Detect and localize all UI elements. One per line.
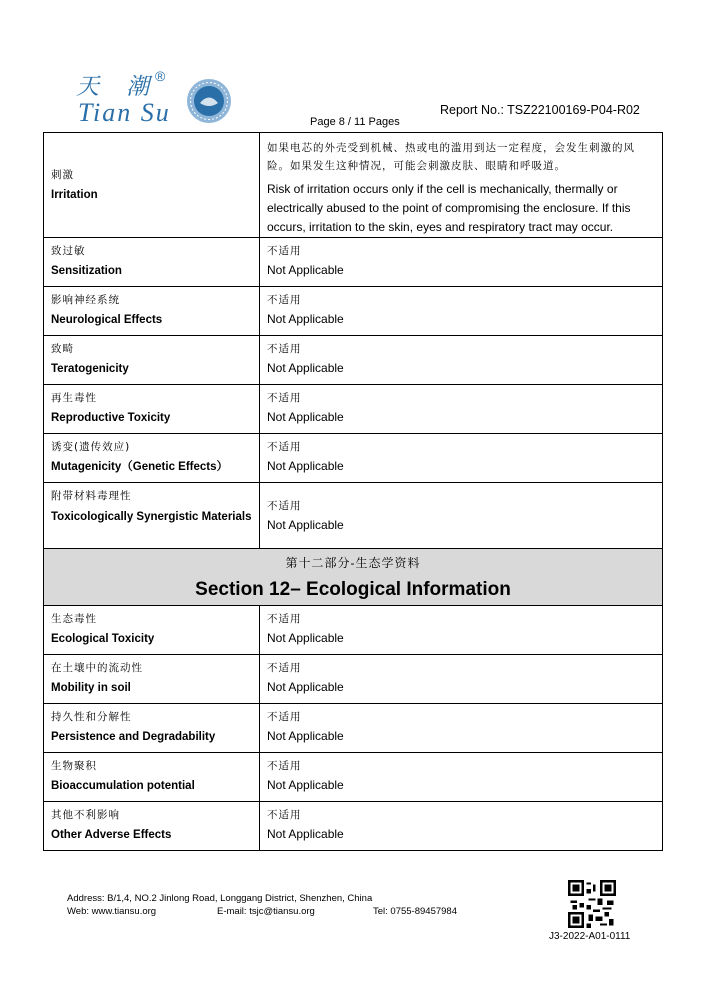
row-label-cell — [44, 133, 260, 238]
label-en: Reproductive Toxicity — [51, 412, 171, 424]
row-label-cell — [44, 802, 260, 851]
row-label-cell — [44, 753, 260, 802]
label-en: Toxicologically Synergistic Materials — [51, 511, 252, 523]
row-value-cell — [260, 385, 663, 434]
label-en: Persistence and Degradability — [51, 731, 216, 743]
registered-mark: ® — [155, 68, 166, 84]
row-value-cell — [260, 287, 663, 336]
sds-table — [43, 132, 663, 851]
section-title-en: Section 12– Ecological Information — [195, 579, 511, 600]
label-cn: 影响神经系统 — [51, 294, 120, 306]
row-value-cell — [260, 434, 663, 483]
label-en: Sensitization — [51, 265, 122, 277]
value-en: Not Applicable — [267, 517, 344, 532]
label-en: Irritation — [51, 188, 98, 201]
row-label-cell — [44, 704, 260, 753]
value-cn: 不适用 — [267, 499, 302, 512]
table-row — [44, 434, 663, 483]
value-en: Risk of irritation occurs only if the cell is mechanically, thermally or electrically abused to the point of compromising the enclosure. If this occurs, irritation to the skin, eyes and respiratory tract may occur. — [267, 182, 631, 234]
label-en: Bioaccumulation potential — [51, 780, 195, 792]
row-value-cell — [260, 336, 663, 385]
value-cn: 不适用 — [267, 760, 302, 772]
logo-chinese-text: 天 潮 — [76, 74, 160, 100]
label-cn: 生态毒性 — [51, 613, 97, 625]
value-cn: 不适用 — [267, 392, 302, 404]
row-label-cell — [44, 655, 260, 704]
footer-tel: Tel: 0755-89457984 — [373, 906, 457, 917]
table-row — [44, 133, 663, 238]
row-label-cell — [44, 606, 260, 655]
table-row — [44, 704, 663, 753]
row-label-cell — [44, 336, 260, 385]
value-cn: 不适用 — [267, 613, 302, 625]
label-en: Neurological Effects — [51, 314, 163, 326]
value-cn: 不适用 — [267, 441, 302, 453]
table-row — [44, 753, 663, 802]
report-number: Report No.: TSZ22100169-P04-R02 — [440, 103, 640, 117]
row-value-cell — [260, 238, 663, 287]
row-label-cell — [44, 483, 260, 549]
table-row — [44, 238, 663, 287]
label-cn: 再生毒性 — [51, 392, 97, 404]
table-row — [44, 336, 663, 385]
document-code: J3-2022-A01-0111 — [549, 931, 631, 942]
value-cn: 不适用 — [267, 245, 302, 257]
value-en: Not Applicable — [267, 459, 344, 473]
value-cn: 不适用 — [267, 294, 302, 306]
row-label-cell — [44, 434, 260, 483]
row-label-cell — [44, 287, 260, 336]
section-title-cn: 第十二部分-生态学资料 — [285, 556, 421, 570]
value-en: Not Applicable — [267, 680, 344, 694]
table-row — [44, 287, 663, 336]
label-cn: 生物聚积 — [51, 760, 97, 772]
value-cn: 不适用 — [267, 662, 302, 674]
section-header-row — [44, 549, 663, 606]
row-value-cell — [260, 704, 663, 753]
row-label-cell — [44, 238, 260, 287]
value-cn: 不适用 — [267, 711, 302, 723]
logo-english-text: Tian Su — [78, 98, 171, 127]
table-row — [44, 802, 663, 851]
value-en: Not Applicable — [267, 778, 344, 792]
value-en: Not Applicable — [267, 361, 344, 375]
label-cn: 诱变(遗传效应) — [51, 441, 131, 453]
footer-address: Address: B/1,4, NO.2 Jinlong Road, Longgang District, Shenzhen, China — [67, 893, 373, 904]
value-cn: 不适用 — [267, 809, 302, 821]
value-en: Not Applicable — [267, 263, 344, 277]
label-cn: 致畸 — [51, 343, 74, 355]
label-en: Ecological Toxicity — [51, 633, 155, 645]
label-cn: 致过敏 — [51, 245, 86, 257]
label-en: Mutagenicity（Genetic Effects） — [51, 461, 229, 473]
page-number: Page 8 / 11 Pages — [310, 116, 400, 128]
row-value-cell — [260, 753, 663, 802]
row-value-cell — [260, 802, 663, 851]
label-en: Mobility in soil — [51, 682, 131, 694]
label-en: Teratogenicity — [51, 363, 129, 375]
table-row — [44, 606, 663, 655]
label-cn: 刺激 — [51, 168, 74, 181]
value-cn: 如果电芯的外壳受到机械、热或电的滥用到达一定程度，会发生刺激的风险。如果发生这种情况，可能会刺激皮肤、眼睛和呼吸道。 — [267, 142, 635, 172]
value-en: Not Applicable — [267, 312, 344, 326]
table-row — [44, 483, 663, 549]
label-cn: 持久性和分解性 — [51, 711, 132, 723]
row-label-cell — [44, 385, 260, 434]
value-en: Not Applicable — [267, 827, 344, 841]
company-logo — [76, 68, 231, 134]
value-cn: 不适用 — [267, 343, 302, 355]
section-header-cell — [44, 549, 663, 606]
table-row — [44, 385, 663, 434]
qr-code-icon — [568, 880, 616, 928]
row-value-cell — [260, 655, 663, 704]
logo-emblem-icon — [186, 78, 232, 124]
row-value-cell — [260, 133, 663, 238]
row-value-cell — [260, 606, 663, 655]
label-cn: 在土壤中的流动性 — [51, 662, 143, 674]
footer-email: E-mail: tsjc@tiansu.org — [217, 906, 315, 917]
label-cn: 附带材料毒理性 — [51, 490, 132, 502]
footer-web: Web: www.tiansu.org — [67, 906, 157, 917]
label-en: Other Adverse Effects — [51, 829, 172, 841]
label-cn: 其他不利影响 — [51, 809, 120, 821]
table-row — [44, 655, 663, 704]
value-en: Not Applicable — [267, 410, 344, 424]
value-en: Not Applicable — [267, 631, 344, 645]
value-en: Not Applicable — [267, 729, 344, 743]
row-value-cell — [260, 483, 663, 549]
